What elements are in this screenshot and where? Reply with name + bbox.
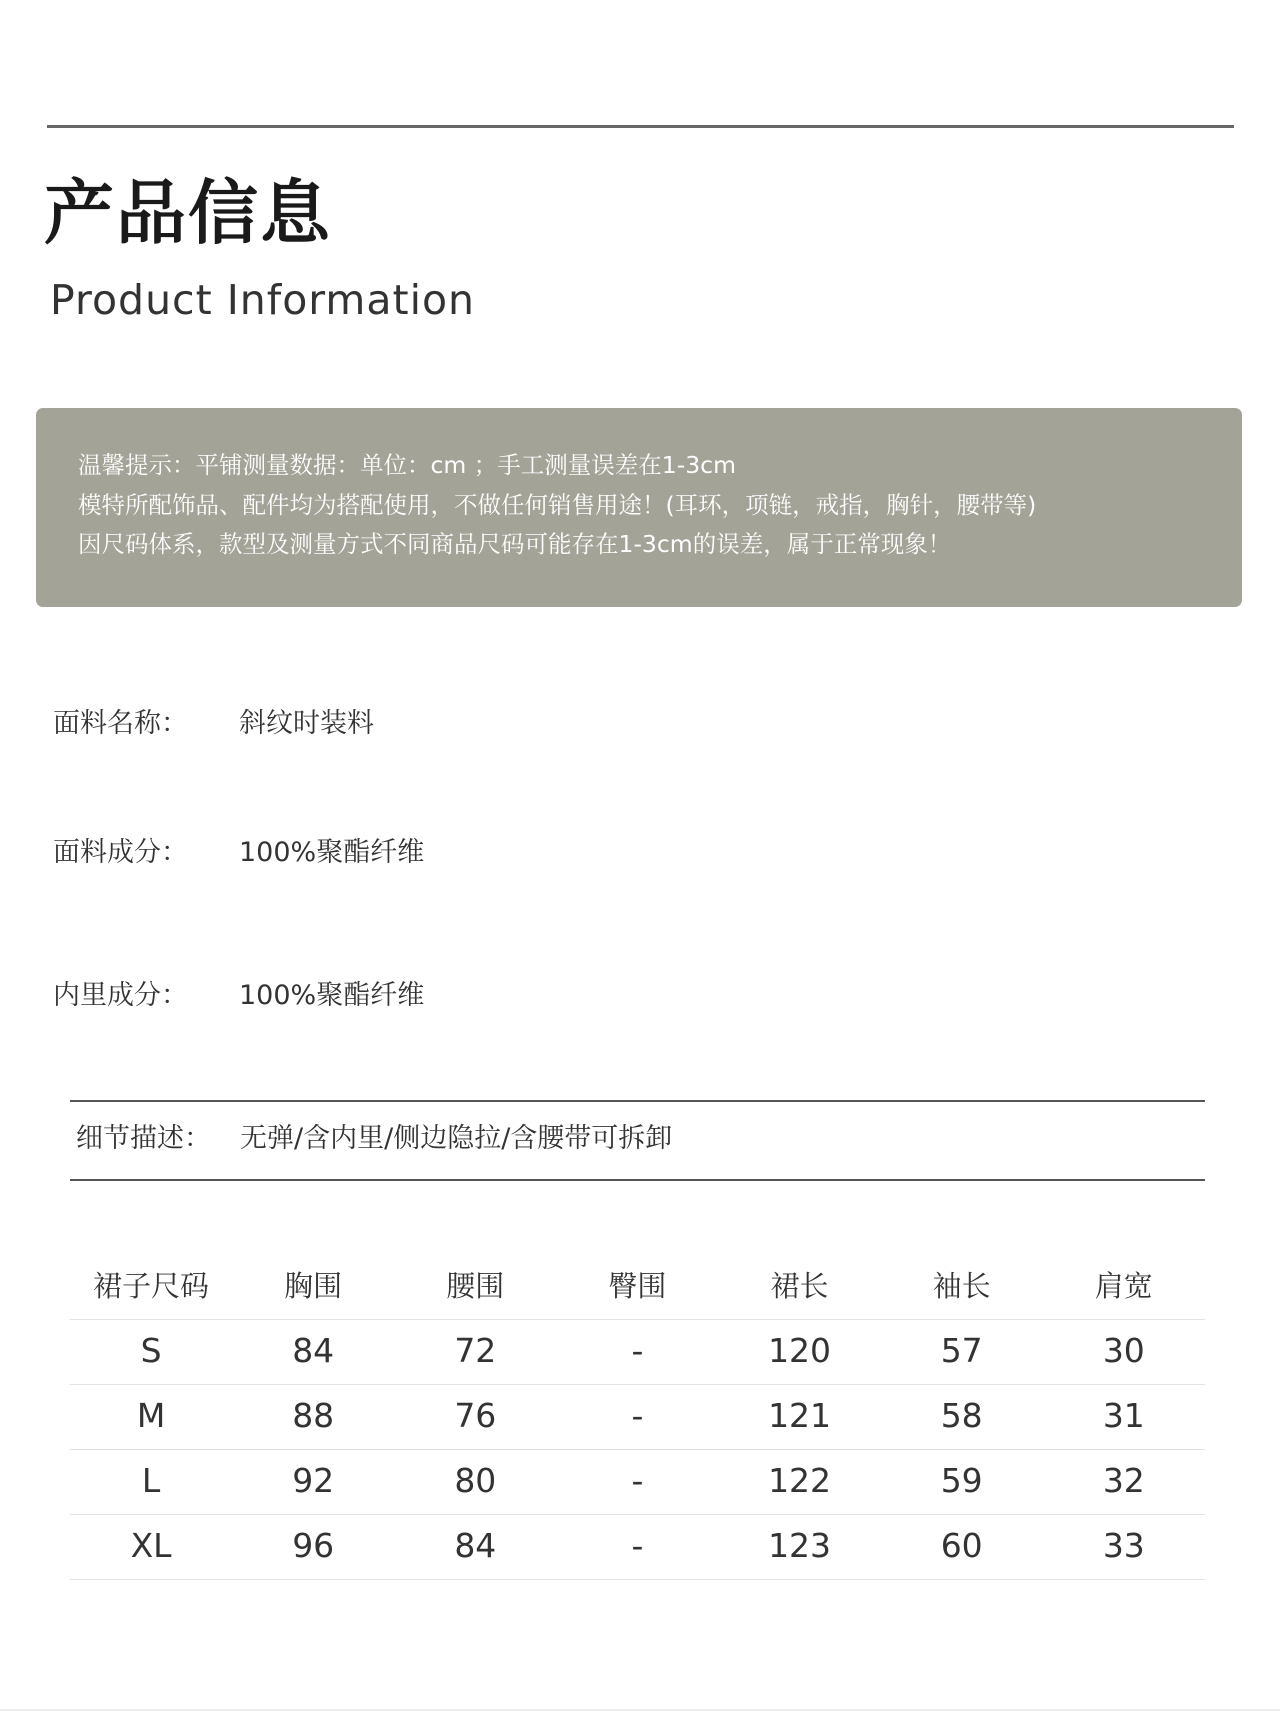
table-cell: - [631,1331,644,1370]
column-header: 胸围 [284,1269,343,1303]
page-title: 产品信息 [44,172,332,254]
table-cell: 121 [768,1396,832,1435]
table-cell: 76 [454,1396,497,1435]
page-bottom-divider [0,1709,1280,1711]
fabric-composition-value: 100%聚酯纤维 [239,837,425,868]
size-table-header [70,1256,1205,1320]
table-cell: 84 [454,1526,497,1565]
table-cell: S [140,1331,162,1370]
column-header: 腰围 [446,1269,505,1303]
table-cell: 120 [768,1331,832,1370]
table-cell: 57 [940,1331,983,1370]
fabric-name-value: 斜纹时装料 [239,708,374,739]
page-subtitle: Product Information [50,276,476,324]
notice-line: 温馨提示：平铺测量数据：单位：cm ；手工测量误差在1-3cm [78,451,736,479]
table-cell: 92 [292,1461,335,1500]
column-header: 臀围 [608,1269,667,1303]
table-cell: - [631,1526,644,1565]
size-table [70,1256,1205,1580]
column-header: 裙长 [770,1269,829,1303]
table-cell: L [141,1461,161,1500]
detail-bottom-divider [70,1179,1205,1181]
column-header: 肩宽 [1094,1269,1153,1303]
table-cell: 72 [454,1331,497,1370]
detail-top-divider [70,1100,1205,1102]
table-cell: 59 [940,1461,983,1500]
table-row [70,1385,1205,1450]
table-cell: - [631,1396,644,1435]
notice-line: 模特所配饰品、配件均为搭配使用，不做任何销售用途！(耳环，项链，戒指，胸针，腰带等) [78,490,1037,519]
table-cell: 122 [768,1461,832,1500]
fabric-name-label: 面料名称： [53,708,188,739]
lining-composition-value: 100%聚酯纤维 [239,980,425,1011]
table-cell: 84 [292,1331,335,1370]
table-cell: 60 [940,1526,983,1565]
column-header: 袖长 [932,1269,991,1303]
table-cell: 32 [1102,1461,1145,1500]
table-cell: 31 [1102,1396,1145,1435]
fabric-composition-label: 面料成分： [53,837,188,868]
notice-line: 因尺码体系，款型及测量方式不同商品尺码可能存在1-3cm的误差，属于正常现象！ [78,530,952,558]
table-cell: 123 [768,1526,832,1565]
lining-composition-label: 内里成分： [53,980,188,1011]
table-cell: - [631,1461,644,1500]
table-row [70,1320,1205,1385]
table-cell: 88 [292,1396,335,1435]
detail-label: 细节描述： [76,1123,211,1154]
table-cell: 96 [292,1526,335,1565]
table-cell: 33 [1102,1526,1145,1565]
table-cell: 30 [1102,1331,1145,1370]
table-cell: M [136,1396,166,1435]
detail-description [76,1117,672,1161]
table-cell: XL [130,1526,172,1565]
table-row [70,1450,1205,1515]
table-cell: 58 [940,1396,983,1435]
header-divider [47,125,1234,128]
notice-box [36,408,1242,607]
table-row [70,1515,1205,1580]
table-cell: 80 [454,1461,497,1500]
column-header: 裙子尺码 [93,1269,210,1303]
detail-value: 无弹/含内里/侧边隐拉/含腰带可拆卸 [240,1123,673,1154]
